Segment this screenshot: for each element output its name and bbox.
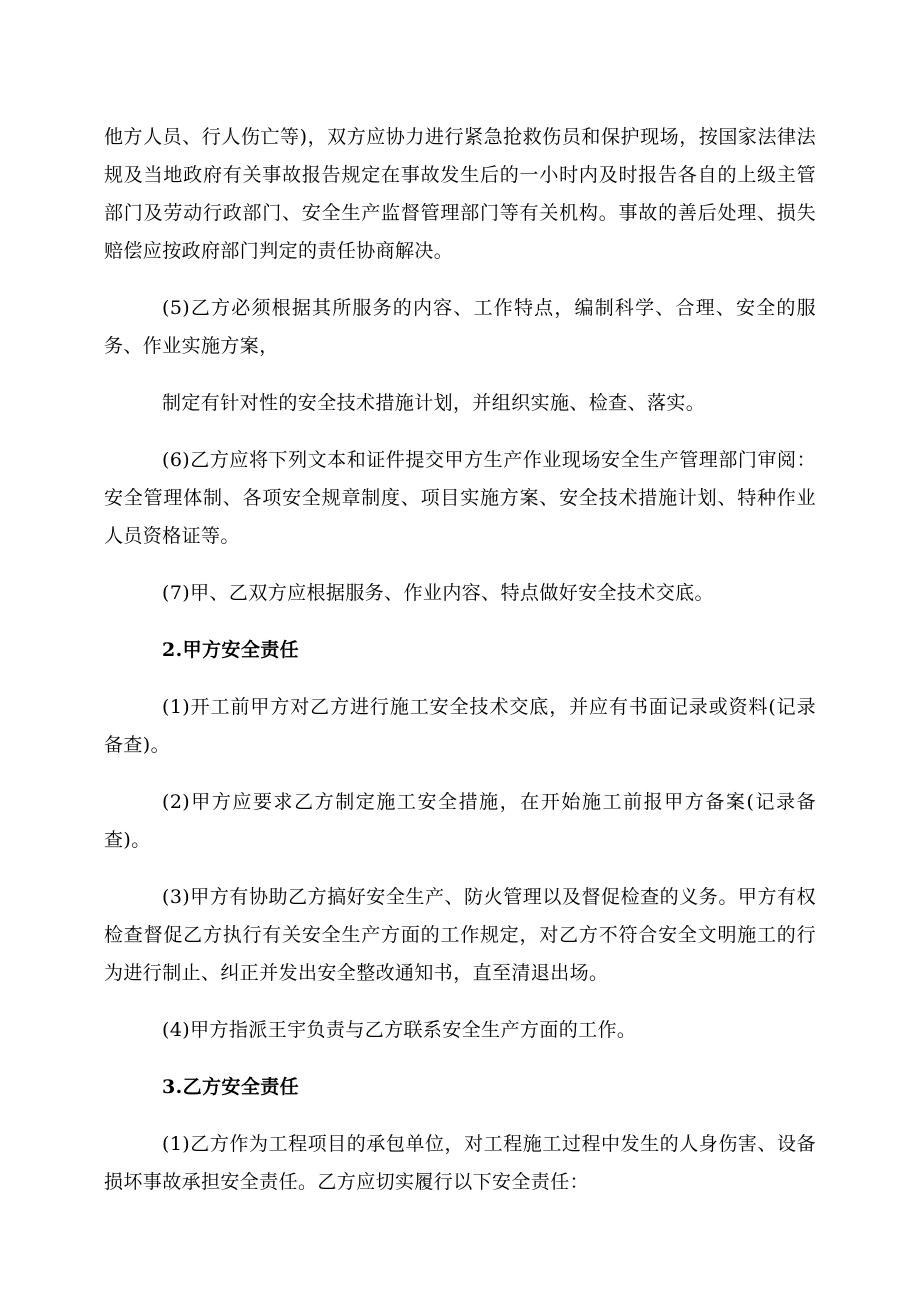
paragraph-party-a-item-4: (4)甲方指派王宇负责与乙方联系安全生产方面的工作。 [162,1019,637,1041]
paragraph-item-5: (5)乙方必须根据其所服务的内容、工作特点，编制科学、合理、安全的服务、作业实施方案， [104,297,816,357]
paragraph-party-a-item-3: (3)甲方有协助乙方搞好安全生产、防火管理以及督促检查的义务。甲方有权检查督促乙方执行有关安全生产方面的工作规定，对乙方不符合安全文明施工的行为进行制止、纠正并发出安全整改通知书，直至清退出场。 [104,886,816,984]
paragraph-party-b-item-1: (1)乙方作为工程项目的承包单位，对工程施工过程中发生的人身伤害、设备损坏事故承担安全责任。乙方应切实履行以下安全责任： [104,1133,816,1193]
paragraph-party-a-item-2: (2)甲方应要求乙方制定施工安全措施，在开始施工前报甲方备案(记录备查)。 [104,791,816,851]
paragraph-item-6: (6)乙方应将下列文本和证件提交甲方生产作业现场安全生产管理部门审阅：安全管理体制、各项安全规章制度、项目实施方案、安全技术措施计划、特种作业人员资格证等。 [104,449,816,547]
section-heading-party-a: 2.甲方安全责任 [162,639,300,661]
section-heading-party-b: 3.乙方安全责任 [162,1076,300,1098]
paragraph-party-a-item-1: (1)开工前甲方对乙方进行施工安全技术交底，并应有书面记录或资料(记录备查)。 [104,696,816,756]
paragraph-item-5-continued: 制定有针对性的安全技术措施计划，并组织实施、检查、落实。 [162,392,706,414]
paragraph-item-7: (7)甲、乙双方应根据服务、作业内容、特点做好安全技术交底。 [162,582,714,604]
paragraph-accident-report: 他方人员、行人伤亡等)，双方应协力进行紧急抢救伤员和保护现场，按国家法律法规及当地政府有关事故报告规定在事故发生后的一小时内及时报告各自的上级主管部门及劳动行政部门、安全生产监督管理部门等有关机构。事故的善后处理、损失赔偿应按政府部门判定的责任协商解决。 [104,126,816,262]
